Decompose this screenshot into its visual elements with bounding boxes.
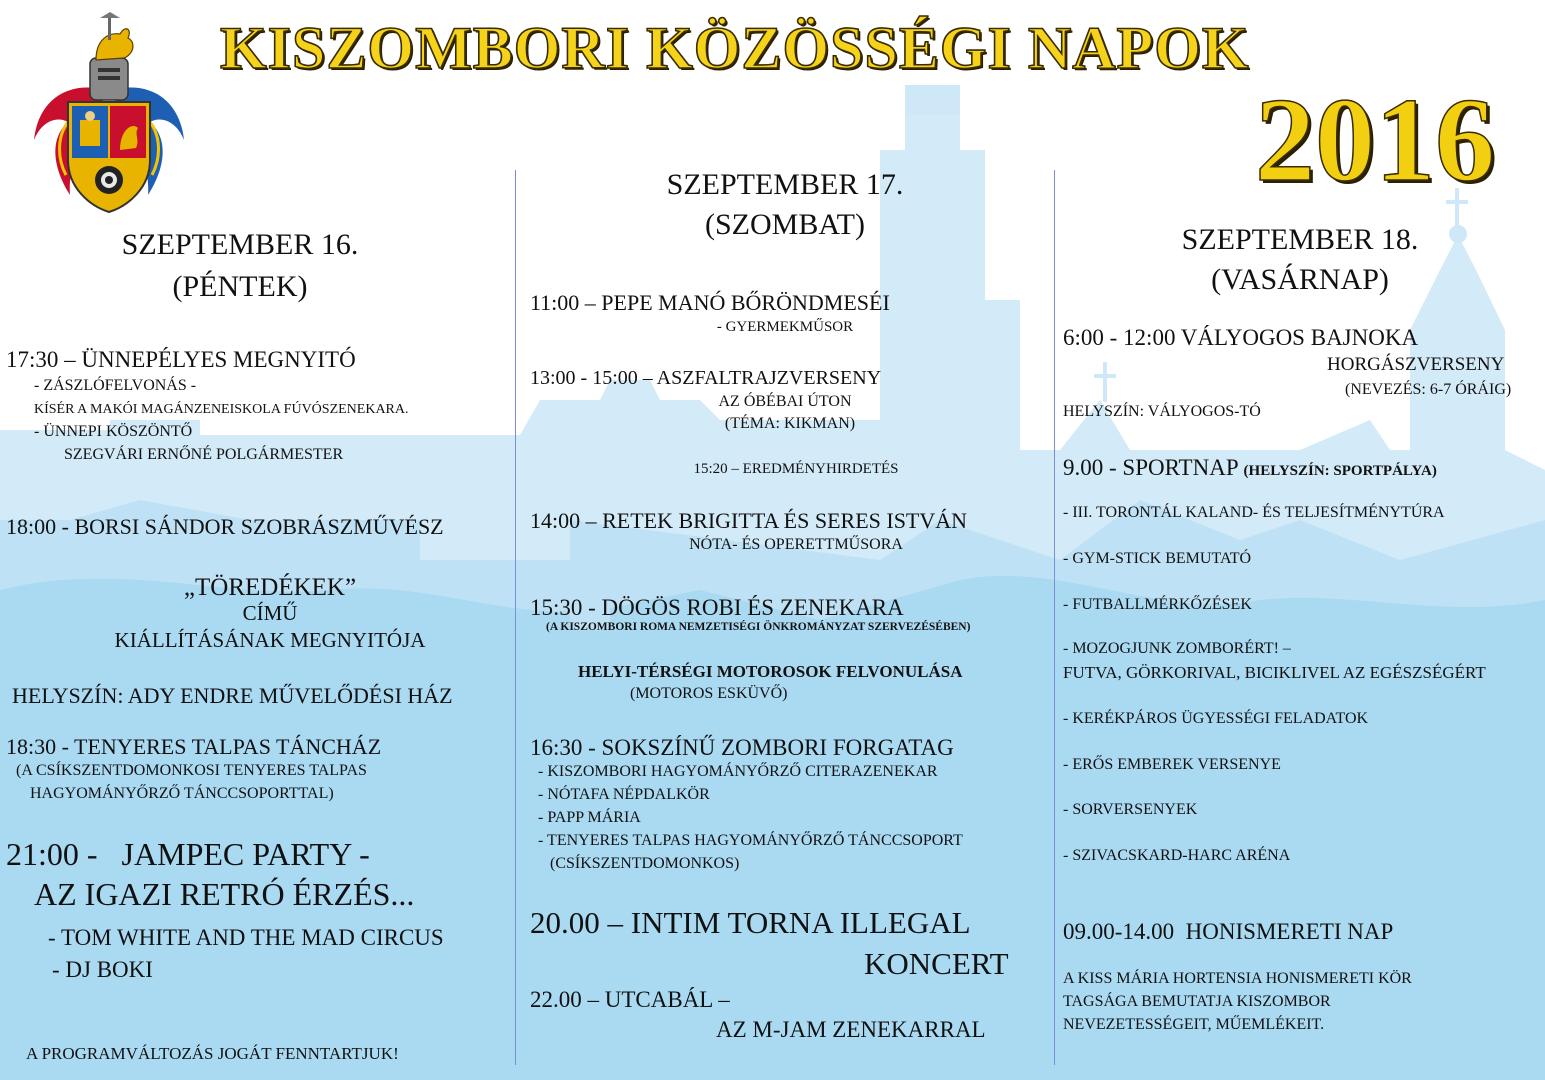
sunday-sport-item: - III. TORONTÁL KALAND- ÉS TELJESÍTMÉNYTÚRA [1063, 504, 1445, 521]
friday-event-opening-line: - ÜNNEPI KÖSZÖNTŐ [34, 423, 193, 440]
sunday-sport-item: - MOZOGJUNK ZOMBORÉRT! – [1063, 640, 1291, 657]
friday-event-party-line: - DJ BOKI [52, 957, 153, 982]
saturday-event-streetball-title: AZ M-JAM ZENEKARRAL [716, 1017, 986, 1042]
saturday-event-operetta-line: NÓTA- ÉS OPERETTMŰSORA [689, 536, 903, 553]
friday-event-dance-title: 18:30 - TENYERES TALPAS TÁNCHÁZ [6, 734, 382, 759]
sunday-event-fishing-title: 6:00 - 12:00 VÁLYOGOS BAJNOKA [1063, 325, 1419, 350]
saturday-event-streetball-title: 22.00 – UTCABÁL – [530, 987, 730, 1012]
saturday-column [516, 0, 1054, 1080]
sunday-event-sport-name: 9.00 - SPORTNAP [1063, 455, 1238, 480]
sunday-event-heritage-line: A KISS MÁRIA HORTENSIA HONISMERETI KÖR [1063, 970, 1412, 987]
sunday-event-sport-place: (HELYSZÍN: SPORTPÁLYA) [1243, 463, 1437, 479]
sunday-sport-item: FUTVA, GÖRKORIVAL, BICIKLIVEL AZ EGÉSZSÉGÉRT [1063, 663, 1486, 682]
sunday-event-heritage-line: TAGSÁGA BEMUTATJA KISZOMBOR [1063, 993, 1331, 1010]
saturday-event-puppet-line: - GYERMEKMŰSOR [716, 319, 854, 335]
saturday-event-forgatag-line: - PAPP MÁRIA [538, 809, 641, 826]
saturday-date: SZEPTEMBER 17. [666, 168, 904, 201]
friday-event-exhibition-title: 18:00 - BORSI SÁNDOR SZOBRÁSZMŰVÉSZ [6, 514, 444, 539]
sunday-date: SZEPTEMBER 18. [1181, 223, 1419, 256]
saturday-event-chalk-title: 13:00 - 15:00 – ASZFALTRAJZVERSENY [530, 367, 882, 389]
friday-event-dance-line: (A CSÍKSZENTDOMONKOSI TENYERES TALPAS [16, 762, 367, 779]
saturday-event-concert-title: 20.00 – INTIM TORNA ILLEGAL [530, 905, 971, 940]
saturday-event-dogos-title: 15:30 - DÖGÖS ROBI ÉS ZENEKARA [530, 595, 904, 620]
friday-event-party-line: - TOM WHITE AND THE MAD CIRCUS [48, 925, 444, 950]
sunday-sport-item: - SORVERSENYEK [1063, 801, 1198, 818]
sunday-sport-item: - SZIVACSKARD-HARC ARÉNA [1063, 847, 1291, 864]
sunday-event-sport-title [1063, 456, 1437, 479]
saturday-event-concert-title: KONCERT [864, 946, 1009, 981]
saturday-event-puppet-title: 11:00 – PEPE MANÓ BŐRÖNDMESÉI [530, 290, 890, 315]
saturday-event-forgatag-line: (CSÍKSZENTDOMONKOS) [550, 855, 740, 872]
friday-event-party-title: AZ IGAZI RETRÓ ÉRZÉS... [34, 876, 415, 912]
sunday-sport-item: - ERŐS EMBEREK VERSENYE [1063, 756, 1281, 773]
sunday-event-fishing-line: (NEVEZÉS: 6-7 ÓRÁIG) [1345, 381, 1512, 398]
saturday-event-dogos-line: (MOTOROS ESKÜVŐ) [630, 685, 788, 702]
sunday-event-heritage-line: NEVEZETESSÉGEIT, MŰEMLÉKEIT. [1063, 1016, 1325, 1033]
friday-date: SZEPTEMBER 16. [121, 228, 359, 261]
sunday-weekday: (VASÁRNAP) [1211, 263, 1389, 296]
friday-event-exhibition-quote: „TÖREDÉKEK” [183, 574, 357, 601]
saturday-event-forgatag-line: - TENYERES TALPAS HAGYOMÁNYŐRZŐ TÁNCCSOPORT [538, 832, 963, 849]
saturday-event-forgatag-line: - KISZOMBORI HAGYOMÁNYŐRZŐ CITERAZENEKAR [538, 763, 938, 780]
coat-of-arms-icon [28, 10, 190, 215]
friday-event-exhibition-place: HELYSZÍN: ADY ENDRE MŰVELŐDÉSI HÁZ [12, 683, 453, 708]
saturday-event-forgatag-title: 16:30 - SOKSZÍNŰ ZOMBORI FORGATAG [530, 735, 954, 760]
saturday-event-operetta-title: 14:00 – RETEK BRIGITTA ÉS SERES ISTVÁN [530, 508, 968, 533]
saturday-weekday: (SZOMBAT) [704, 208, 865, 241]
sunday-event-fishing-place: HELYSZÍN: VÁLYOGOS-TÓ [1063, 403, 1261, 420]
friday-event-opening-line: KÍSÉR A MAKÓI MAGÁNZENEISKOLA FÚVÓSZENEKARA. [34, 402, 409, 417]
page-title: KISZOMBORI KÖZÖSSÉGI NAPOK [220, 15, 1250, 81]
disclaimer-footer: A PROGRAMVÁLTOZÁS JOGÁT FENNTARTJUK! [26, 1044, 399, 1063]
sunday-column [1055, 0, 1545, 1080]
friday-event-exhibition-line: CÍMŰ [242, 601, 298, 625]
friday-event-exhibition-line: KIÁLLÍTÁSÁNAK MEGNYITÓJA [114, 628, 426, 652]
sunday-sport-item: - FUTBALLMÉRKŐZÉSEK [1063, 596, 1252, 613]
friday-event-opening-line: - ZÁSZLÓFELVONÁS - [34, 377, 197, 394]
saturday-event-chalk-line: AZ ÓBÉBAI ÚTON [718, 393, 852, 410]
saturday-event-chalk-line: (TÉMA: KIKMAN) [724, 415, 856, 432]
sunday-event-heritage-title: 09.00-14.00 HONISMERETI NAP [1063, 919, 1394, 944]
friday-event-opening-line: SZEGVÁRI ERNŐNÉ POLGÁRMESTER [64, 446, 344, 463]
saturday-event-forgatag-line: - NÓTAFA NÉPDALKÖR [538, 786, 710, 803]
saturday-event-dogos-line: (A KISZOMBORI ROMA NEMZETISÉGI ÖNKROMÁNYZAT SZERVEZÉSÉBEN) [546, 621, 971, 633]
sunday-event-fishing-line: HORGÁSZVERSENY [1327, 354, 1505, 375]
sunday-sport-item: - KERÉKPÁROS ÜGYESSÉGI FELADATOK [1063, 710, 1369, 727]
year-label: 2016 [1255, 73, 1495, 206]
friday-event-opening-title: 17:30 – ÜNNEPÉLYES MEGNYITÓ [6, 347, 356, 372]
saturday-event-dogos-line: HELYI-TÉRSÉGI MOTOROSOK FELVONULÁSA [578, 662, 963, 681]
friday-event-dance-line: HAGYOMÁNYŐRZŐ TÁNCCSOPORTTAL) [30, 785, 334, 802]
friday-weekday: (PÉNTEK) [172, 270, 308, 303]
sunday-sport-item: - GYM-STICK BEMUTATÓ [1063, 550, 1252, 567]
saturday-event-chalk-line: 15:20 – EREDMÉNYHIRDETÉS [693, 461, 899, 477]
friday-event-party-title: 21:00 - JAMPEC PARTY - [6, 836, 370, 872]
